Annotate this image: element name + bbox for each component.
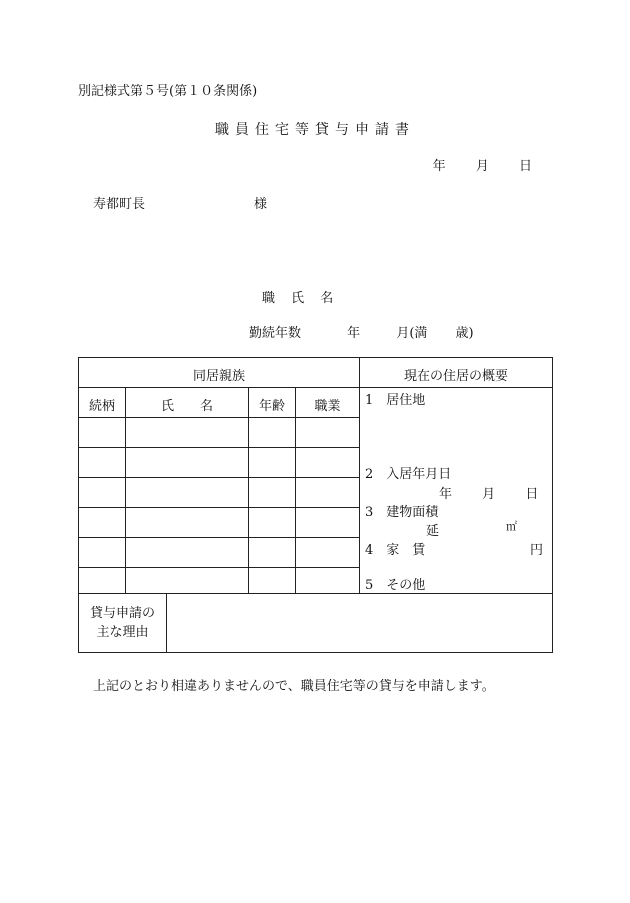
residence-other: 5 その他 <box>365 578 426 593</box>
family-header: 同居親族 <box>192 369 245 384</box>
years-of-service <box>249 322 474 341</box>
reason-label-line2: 主な理由 <box>96 625 149 640</box>
rule-colhead <box>79 417 359 418</box>
rule-row4 <box>79 537 359 538</box>
rule-row5 <box>79 567 359 568</box>
reason-label <box>79 604 166 642</box>
closing-statement: 上記のとおり相違ありませんので、職員住宅等の貸与を申請します。 <box>93 679 495 694</box>
move-in-day: 日 <box>525 487 539 502</box>
rent-unit: 円 <box>530 543 544 558</box>
rule-header <box>79 387 552 388</box>
reason-label-line1: 貸与申請の <box>89 606 155 621</box>
rule-reason-label <box>166 593 167 652</box>
residence-address: 1 居住地 <box>365 393 426 408</box>
residence-move-in: 2 入居年月日 <box>365 467 452 482</box>
service-month: 月(満 <box>396 326 428 341</box>
rule-col3 <box>295 387 296 593</box>
rule-reason <box>79 593 552 594</box>
service-label: 勤続年数 <box>249 326 302 341</box>
col-age: 年齢 <box>258 399 285 414</box>
col-occupation: 職業 <box>314 399 341 414</box>
service-age: 歳) <box>455 326 474 341</box>
area-unit: ㎡ <box>506 520 517 533</box>
rule-col1 <box>125 387 126 593</box>
date-year: 年 <box>432 159 446 174</box>
rule-row1 <box>79 447 359 448</box>
move-in-date <box>439 483 538 502</box>
residence-header: 現在の住居の概要 <box>403 369 508 384</box>
area-total-label: 延 <box>426 524 440 539</box>
residence-rent: 4 家 賃 <box>365 543 426 558</box>
addressee: 寿都町長 <box>93 197 146 212</box>
application-table <box>78 357 553 653</box>
move-in-month: 月 <box>482 487 496 502</box>
staff-name-label: 職 氏 名 <box>262 291 340 306</box>
rule-row2 <box>79 477 359 478</box>
service-year: 年 <box>347 326 361 341</box>
document-title: 職員住宅等貸与申請書 <box>215 122 415 138</box>
date-day: 日 <box>518 159 532 174</box>
col-name: 氏 名 <box>160 399 213 414</box>
col-relation: 続柄 <box>88 399 115 414</box>
move-in-year: 年 <box>439 487 453 502</box>
date-month: 月 <box>475 159 489 174</box>
rule-row3 <box>79 507 359 508</box>
form-number: 別記様式第５号(第１０条関係) <box>78 84 258 99</box>
honorific: 様 <box>254 197 268 212</box>
rule-col-split <box>359 358 360 593</box>
residence-area: 3 建物面積 <box>365 505 439 520</box>
rule-col2 <box>248 387 249 593</box>
application-date <box>433 155 532 174</box>
